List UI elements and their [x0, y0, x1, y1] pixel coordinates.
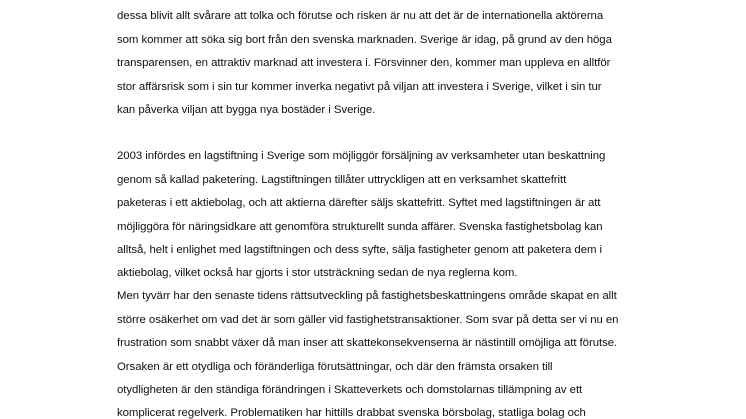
text-line: stor affärsrisk som i sin tur kommer inverka negativt på viljan att investera i Sverige, vilket i sin tur [117, 81, 602, 93]
text-line: större osäkerhet om vad det är som gäller vid fastighetstransaktioner. Som svar på detta ser vi nu en [117, 314, 619, 326]
text-line: möjliggöra för näringsidkare att genomföra strukturellt sunda affärer. Svenska fastighetsbolag kan [117, 221, 603, 233]
text-line: kan påverka viljan att bygga nya bostäder i Sverige. [117, 104, 376, 116]
text-line: transparensen, en attraktiv marknad att investera i. Försvinner den, kommer man uppleva en alltför [117, 57, 611, 69]
text-line: otydligheten är den ständiga förändringen i Skatteverkets och domstolarnas tillämpning av ett [117, 384, 583, 396]
text-line: aktiebolag, vilket också har gjorts i stor utsträckning sedan de nya reglerna kom. [117, 267, 518, 279]
text-line: alltså, helt i enlighet med lagstiftningen och dess syfte, sälja fastigheter genom att paketera dem i [117, 244, 603, 256]
text-line: dessa blivit allt svårare att tolka och förutse och risken är nu att det är de internationella aktörerna [117, 10, 604, 22]
text-line: Men tyvärr har den senaste tidens rättsutveckling på fastighetsbeskattningens område skapat en allt [117, 290, 617, 302]
text-line: frustration som snabbt växer då man inser att skattekonsekvenserna är nästintill omöjliga att förutse. [117, 337, 618, 349]
text-line: Orsaken är ett otydliga och föränderliga förutsättningar, och där den främsta orsaken till [117, 361, 553, 373]
text-line: som kommer att söka sig bort från den svenska marknaden. Sverige är idag, på grund av den höga [117, 34, 612, 46]
text-line: genom så kallad paketering. Lagstiftningen tillåter uttryckligen att en verksamhet skattefritt [117, 174, 567, 186]
text-line: komplicerat regelverk. Problematiken har hittills drabbat svenska börsbolag, statliga bolag och [117, 407, 586, 419]
text-line: 2003 infördes en lagstiftning i Sverige som möjliggör försäljning av verksamheter utan beskattning [117, 150, 606, 162]
text-line: paketeras i ett aktiebolag, och att aktierna därefter säljs skattefritt. Syftet med lagstiftningen är att [117, 197, 601, 209]
